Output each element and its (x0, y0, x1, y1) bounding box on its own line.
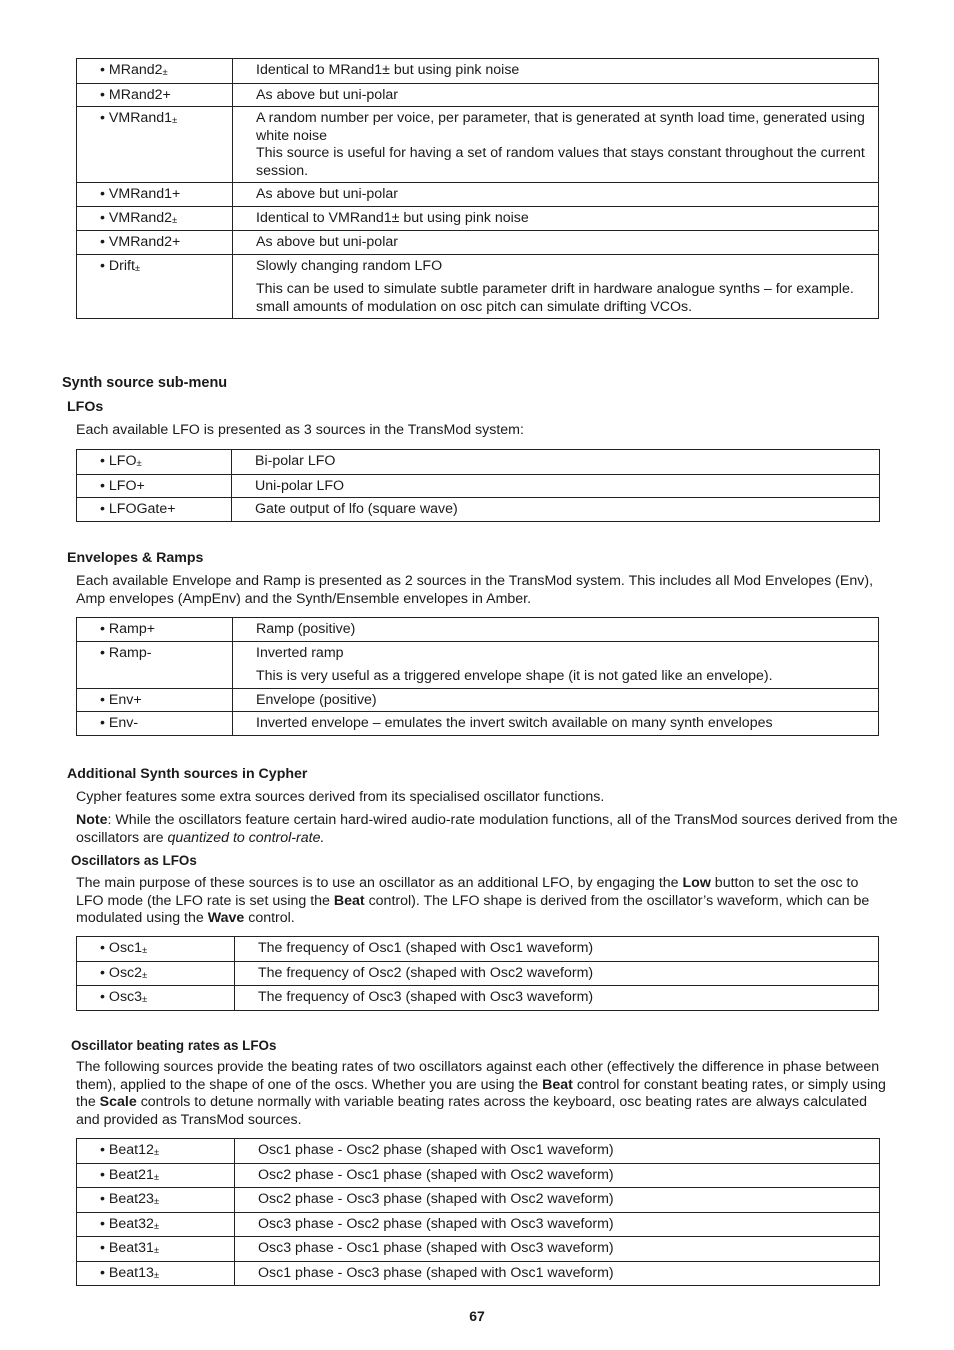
plus-minus-symbol: ± (172, 115, 178, 126)
source-description: This is very useful as a triggered envelope shape (it is not gated like an envelope). (256, 668, 773, 684)
source-description: Slowly changing random LFO (256, 257, 443, 274)
osc-bold-wave: Wave (207, 910, 245, 926)
table-row (77, 59, 879, 84)
osc-text-2: button to set the osc to LFO mode (the LFO rate is set using the (76, 875, 859, 909)
source-description: The frequency of Osc3 (shaped with Osc3 waveform) (258, 989, 594, 1005)
cypher-note (76, 812, 898, 847)
table-row (77, 641, 879, 688)
source-name: • Ramp+ (100, 621, 156, 637)
table-row (77, 1237, 880, 1262)
source-name: • Beat23 (100, 1191, 154, 1207)
beat-bold-scale: Scale (99, 1094, 137, 1110)
source-description-cell (233, 107, 879, 183)
subsection-title-beating-rates: Oscillator beating rates as LFOs (71, 1038, 277, 1053)
source-name-cell (77, 1261, 235, 1286)
source-name-cell (77, 1163, 235, 1188)
table-row (77, 618, 879, 642)
source-name: • Beat32 (100, 1215, 154, 1232)
source-name: • MRand2+ (100, 86, 171, 103)
plus-minus-symbol: ± (142, 969, 148, 981)
source-name-cell (77, 641, 233, 688)
source-name-cell (77, 498, 232, 522)
envelopes-intro: Each available Envelope and Ramp is presented as 2 sources in the TransMod system. This includes all Mod Envelopes (Env), Amp envelopes (AmpEnv) and the Synth/Ensemble envelopes in Amber. (76, 573, 874, 607)
source-name-cell (77, 231, 233, 255)
oscillator-sources-table (76, 936, 879, 1011)
table-row (77, 231, 879, 255)
source-description-cell (233, 59, 879, 84)
source-name: • VMRand2+ (100, 234, 181, 250)
osc-text-3: control). The LFO shape is derived from the oscillator’s waveform, which can be modulated using the (76, 892, 870, 926)
source-name: • Osc1 (100, 940, 143, 956)
beating-intro (76, 1059, 888, 1129)
plus-minus-symbol: ± (153, 1171, 160, 1183)
source-description-cell (235, 1163, 880, 1188)
source-description: As above but uni-polar (256, 234, 398, 250)
source-description: Ramp (positive) (256, 621, 356, 637)
table-row (77, 206, 879, 231)
source-description: Identical to MRand1± but using pink noise (256, 62, 520, 78)
table-row (77, 498, 880, 522)
source-name: • Env- (100, 715, 139, 731)
source-description-cell (235, 1139, 880, 1164)
source-description-cell (235, 961, 879, 986)
source-name-cell (77, 474, 232, 498)
source-name: • LFO+ (100, 477, 145, 494)
table-row (77, 1163, 880, 1188)
source-description-cell (233, 83, 879, 107)
source-name: • VMRand1 (100, 110, 172, 126)
table-row (77, 1188, 880, 1213)
source-description: Osc1 phase - Osc2 phase (shaped with Osc1 waveform) (258, 1142, 614, 1158)
source-description: Osc1 phase - Osc3 phase (shaped with Osc1 waveform) (258, 1264, 614, 1281)
source-description: As above but uni-polar (256, 186, 398, 202)
source-name-cell (77, 206, 233, 231)
table-row (77, 107, 879, 183)
plus-minus-symbol: ± (172, 214, 178, 226)
source-name-cell (77, 961, 235, 986)
source-description: Gate output of lfo (square wave) (255, 501, 458, 517)
plus-minus-symbol: ± (142, 994, 148, 1005)
source-description: Uni-polar LFO (255, 477, 345, 494)
source-description: Inverted ramp (256, 644, 344, 661)
source-description-cell (232, 450, 880, 475)
plus-minus-symbol: ± (134, 262, 141, 274)
source-name: • Beat21 (100, 1166, 154, 1183)
osc-bold-beat: Beat (333, 892, 365, 909)
source-description-cell (232, 498, 880, 522)
source-description: Osc2 phase - Osc3 phase (shaped with Osc2 waveform) (258, 1191, 614, 1207)
table-row (77, 1261, 880, 1286)
source-description-cell (235, 986, 879, 1011)
source-name-cell (77, 1139, 235, 1164)
source-name-cell (77, 937, 235, 962)
table-row (77, 986, 879, 1011)
source-description-cell (235, 1261, 880, 1286)
beat-bold-beat: Beat (542, 1076, 573, 1093)
cypher-intro: Cypher features some extra sources derived from its specialised oscillator functions. (76, 789, 605, 805)
beat-text-1: The following sources provide the beating rates of two oscillators against each other (effectively the difference in phase between them), applied to the shape of one of the oscs. Whether you are using the (76, 1059, 880, 1093)
plus-minus-symbol: ± (153, 1245, 160, 1256)
plus-minus-symbol: ± (136, 458, 142, 469)
source-description-cell (233, 618, 879, 642)
source-name: • MRand2 (100, 62, 163, 78)
source-description-cell (233, 231, 879, 255)
source-name: • Drift (100, 257, 135, 274)
source-description: Osc2 phase - Osc1 phase (shaped with Osc2 waveform) (258, 1166, 614, 1183)
note-italic: quantized to control-rate. (167, 829, 325, 846)
source-name-cell (77, 254, 233, 319)
envelope-sources-table (76, 617, 879, 736)
source-description-cell (232, 474, 880, 498)
source-description: Bi-polar LFO (255, 453, 336, 469)
source-description-cell (233, 254, 879, 319)
source-description: The frequency of Osc2 (shaped with Osc2 waveform) (258, 964, 594, 981)
source-name: • Ramp- (100, 644, 152, 661)
source-name: • VMRand2 (100, 209, 172, 226)
table-row (77, 1212, 880, 1237)
source-description: Osc3 phase - Osc1 phase (shaped with Osc3 waveform) (258, 1240, 614, 1256)
subsection-title-oscillators-as-lfos: Oscillators as LFOs (71, 853, 197, 868)
osc-text-1: The main purpose of these sources is to use an oscillator as an additional LFO, by engaging the (76, 875, 683, 891)
beating-sources-table (76, 1138, 880, 1286)
subsection-title-envelopes: Envelopes & Ramps (67, 550, 204, 566)
source-name-cell (77, 618, 233, 642)
source-name: • LFOGate+ (100, 501, 176, 517)
source-description-cell (235, 1237, 880, 1262)
table-row (77, 937, 879, 962)
source-name: • Beat31 (100, 1240, 154, 1256)
source-description: As above but uni-polar (256, 86, 398, 103)
oscillators-intro (76, 875, 888, 928)
source-name-cell (77, 183, 233, 207)
source-name-cell (77, 83, 233, 107)
plus-minus-symbol: ± (142, 945, 148, 956)
source-description: Identical to VMRand1± but using pink noise (256, 209, 529, 226)
table-row (77, 1139, 880, 1164)
source-description-cell (235, 1212, 880, 1237)
source-description-cell (235, 937, 879, 962)
note-label: Note (76, 812, 108, 828)
source-description: Envelope (positive) (256, 691, 377, 708)
plus-minus-symbol: ± (153, 1269, 160, 1281)
source-description: This can be used to simulate subtle parameter drift in hardware analogue synths – for example. small amounts of modulation on osc pitch can simulate drifting VCOs. (256, 281, 854, 315)
table-row (77, 474, 880, 498)
source-name-cell (77, 688, 233, 712)
source-name: • Osc3 (100, 989, 143, 1005)
source-description-cell (235, 1188, 880, 1213)
table-row (77, 83, 879, 107)
source-description-cell (233, 206, 879, 231)
random-sources-table (76, 58, 879, 319)
beat-text-2: control for constant beating rates, or simply using the (76, 1076, 886, 1110)
source-description-cell (233, 712, 879, 736)
osc-text-4: control. (244, 910, 295, 926)
source-description-cell (233, 183, 879, 207)
section-title-synth-source: Synth source sub-menu (62, 375, 228, 391)
source-name-cell (77, 1188, 235, 1213)
plus-minus-symbol: ± (153, 1196, 160, 1207)
source-description: A random number per voice, per parameter, that is generated at synth load time, generated using white noise (256, 110, 865, 144)
source-name: • Osc2 (100, 964, 143, 981)
source-description: The frequency of Osc1 (shaped with Osc1 waveform) (258, 940, 594, 956)
table-row (77, 450, 880, 475)
subsection-title-lfos: LFOs (67, 399, 104, 415)
source-name: • VMRand1+ (100, 186, 181, 202)
lfos-intro: Each available LFO is presented as 3 sources in the TransMod system: (76, 422, 524, 438)
source-name-cell (77, 59, 233, 84)
source-description-cell (233, 688, 879, 712)
source-name-cell (77, 712, 233, 736)
source-name-cell (77, 107, 233, 183)
plus-minus-symbol: ± (153, 1147, 160, 1158)
source-description: Inverted envelope – emulates the invert switch available on many synth envelopes (256, 715, 773, 731)
table-row (77, 254, 879, 319)
lfo-sources-table (76, 449, 880, 522)
table-row (77, 961, 879, 986)
page-number: 67 (469, 1308, 485, 1324)
beat-text-3: controls to detune normally with variable beating rates across the keyboard, osc beating rates are always calculated and provided as TransMod sources. (76, 1094, 868, 1128)
source-description: Osc3 phase - Osc2 phase (shaped with Osc3 waveform) (258, 1215, 614, 1232)
source-name-cell (77, 1212, 235, 1237)
source-name-cell (77, 1237, 235, 1262)
plus-minus-symbol: ± (162, 67, 168, 78)
source-name: • Beat12 (100, 1142, 154, 1158)
source-name: • Env+ (100, 691, 142, 708)
source-name-cell (77, 986, 235, 1011)
source-description: This source is useful for having a set of random values that stays constant throughout the current session. (256, 145, 865, 179)
source-name-cell (77, 450, 232, 475)
table-row (77, 688, 879, 712)
osc-bold-low: Low (682, 875, 711, 891)
subsection-title-cypher: Additional Synth sources in Cypher (67, 766, 308, 782)
source-description-cell (233, 641, 879, 688)
plus-minus-symbol: ± (153, 1220, 160, 1232)
note-text: : While the oscillators feature certain hard-wired audio-rate modulation functions, all of the TransMod sources derived from the oscillators are (76, 812, 898, 846)
source-name: • Beat13 (100, 1264, 154, 1281)
source-name: • LFO (100, 453, 137, 469)
table-row (77, 183, 879, 207)
table-row (77, 712, 879, 736)
